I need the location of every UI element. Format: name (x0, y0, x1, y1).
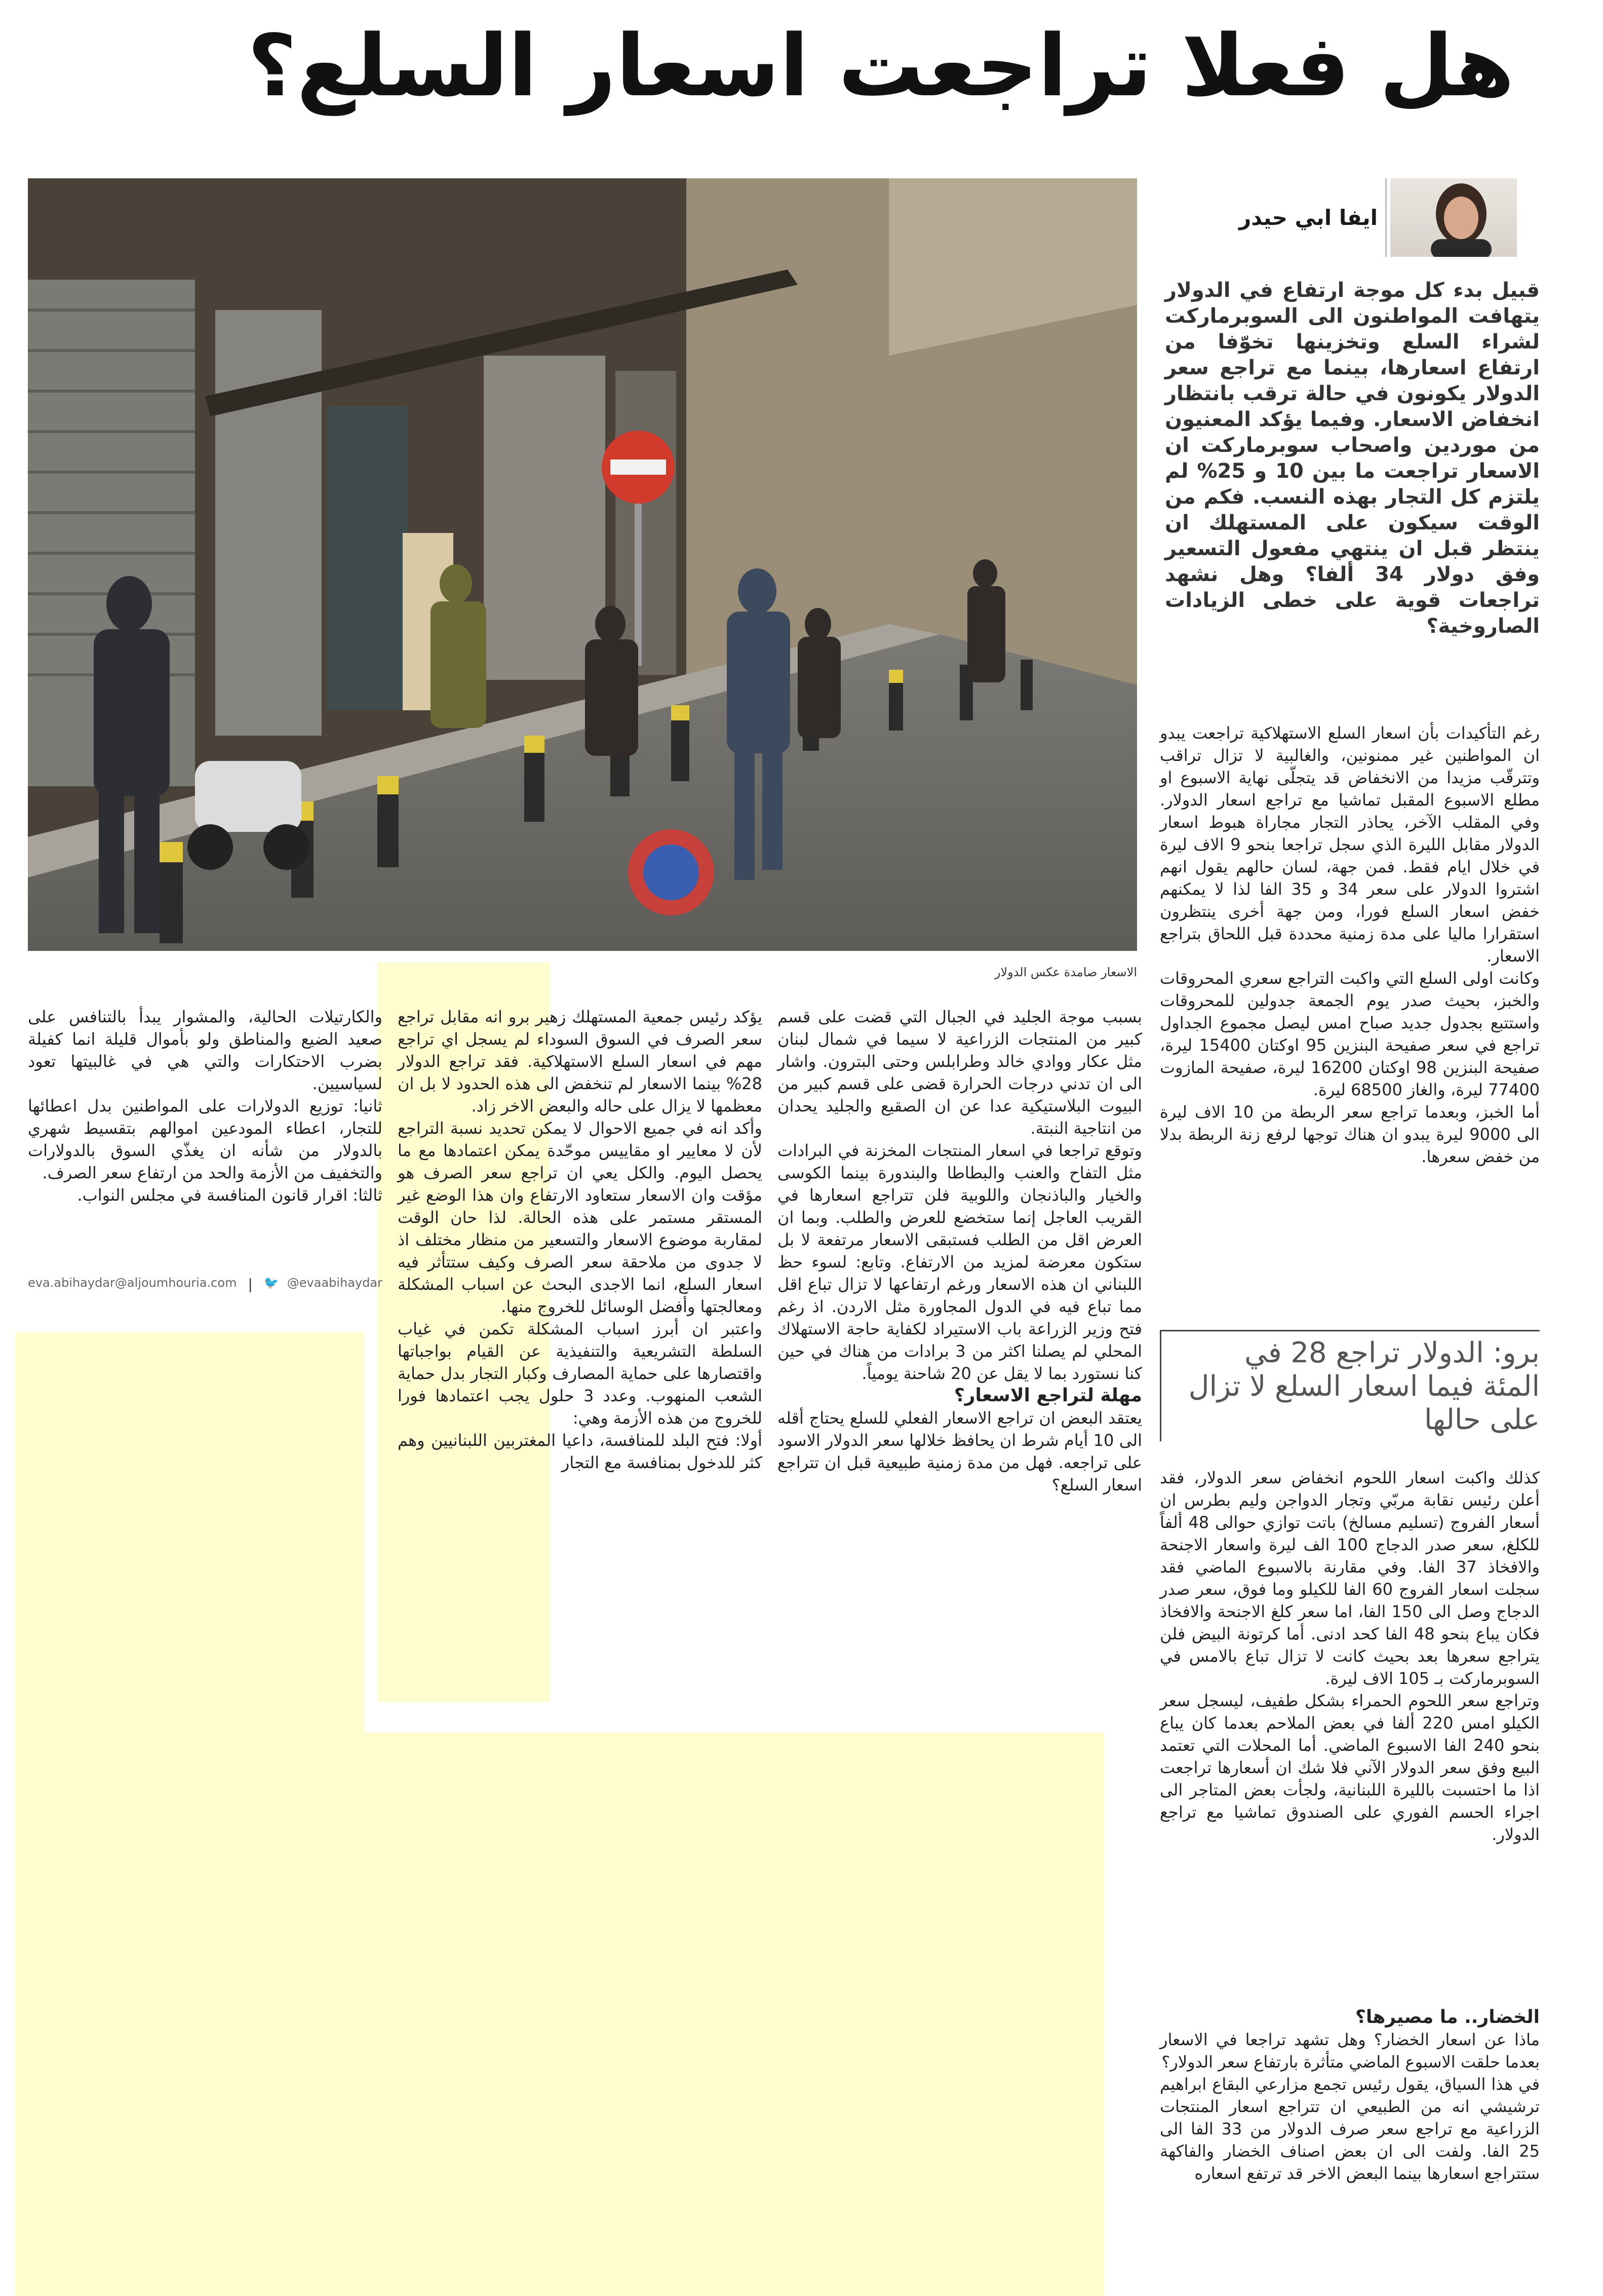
paragraph: في هذا السياق، يقول رئيس تجمع مزارعي البقاع ابراهيم ترشيشي انه من الطبيعي ان تتراجع اسعار المنتجات الزراعية مع تراجع سعر صرف الدولار من 33 الفا الى 25 الفا. ولفت الى ان بعض اصناف الخضار والفاكهة ستتراجع اسعارها بينما البعض الاخر قد ترتفع اسعاره (1160, 2075, 1540, 2183)
photo-caption: الاسعار صامدة عكس الدولار (994, 965, 1137, 979)
paragraph: ماذا عن اسعار الخضار؟ وهل تشهد تراجعا في الاسعار بعدما حلقت الاسبوع الماضي متأثرة بارتفاع سعر الدولار؟ (1160, 2030, 1540, 2072)
paragraph: كذلك واكبت اسعار اللحوم انخفاض سعر الدولار، فقد أعلن رئيس نقابة مربّي وتجار الدواجن وليم بطرس ان أسعار الفروج (تسليم مسالخ) باتت توازي حوالى 48 ألفاً للكلغ، سعر صدر الدجاج 100 الف ليرة واسعار الاجنحة والافخاذ 37 الفا. وفي مقارنة بالاسبوع الماضي فقد سجلت اسعار الفروج 60 الفا للكيلو وما فوق، سعر صدر الدجاج وصل الى 150 الفا، اما سعر كلغ الاجنحة والافخاذ فكان يباع بنحو 48 الفا كحد ادنى. أما كرتونة البيض فلن يتراجع سعرها بعد بحيث كانت لا تزال تباع بالامس في السوبرماركت بـ 105 الاف ليرة. (1160, 1468, 1540, 1688)
article-lead (1165, 278, 1540, 678)
paragraph: يؤكد رئيس جمعية المستهلك زهير برو انه مقابل تراجع سعر الصرف في السوق السوداء لم يسجل اي تراجع مهم في اسعار السلع الاستهلاكية. فقد تراجع الدولار 28% بينما الاسعار لم تنخفض الى هذه الحدود لا بل ان معظمها لا يزال على حاله والبعض الاخر زاد. (398, 1007, 762, 1116)
paragraph: وكانت اولى السلع التي واكبت التراجع سعري المحروقات والخبز، بحيث صدر يوم الجمعة جدولين للمحروقات واستتبع بجدول جديد صباح امس ليصل مجموع الجداول تراجع في سعر صفيحة البنزين 95 اوكتان 15400 ليرة، صفيحة البنزين 98 اوكتان 16200 ليرة، صفيحة المازوت 77400 ليرة، والغاز 68500 ليرة. (1160, 969, 1540, 1099)
paragraph: ثالثا: اقرار قانون المنافسة في مجلس النواب. (77, 1185, 382, 1205)
lead-paragraph: قبيل بدء كل موجة ارتفاع في الدولار يتهافت المواطنون الى السوبرماركت لشراء السلع وتخزينها تخوّفا من ارتفاع اسعارها، بينما مع تراجع سعر الدولار يكونون في حالة ترقب بانتظار انخفاض الاسعار. وفيما يؤكد المعنيون من موردين واصحاب سوبرماركت ان الاسعار تراجعت ما بين 10 و 25% لم يلتزم كل التجار بهذه النسب. فكم من الوقت سيكون على المستهلك ان ينتظر قبل ان ينتهي مفعول التسعير وفق دولار 34 ألفا؟ وهل نشهد تراجعات قوية على خطى الزيادات الصاروخية؟ (1165, 279, 1540, 638)
author-avatar (1390, 178, 1517, 257)
paragraph: أولا: فتح البلد للمنافسة، داعيا المغتربين اللبنانيين وهم كثر للدخول بمنافسة مع التجار (398, 1431, 762, 1472)
paragraph: أما الخبز، وبعدما تراجع سعر الربطة من 10 الاف ليرة الى 9000 ليرة يبدو ان هناك توجها لرفع زنة الربطة بدلا من خفض سعرها. (1160, 1102, 1540, 1166)
subheading: مهلة لتراجع الاسعار؟ (954, 1385, 1142, 1406)
pull-quote: برو: الدولار تراجع 28 في المئة فيما اسعار السلع لا تزال على حالها (1160, 1330, 1540, 1441)
highlight-box-b (15, 1332, 365, 2296)
paragraph: بسبب موجة الجليد في الجبال التي قضت على قسم كبير من المنتجات الزراعية لا سيما في شمال لبنان مثل عكار ووادي خالد وطرابلس وحتى البترون. واشار الى ان تدني درجات الحرارة قضى على قسم كبير من البيوت البلاستيكية عدا عن ان الصقيع والجليد يحدان من انتاجية النبتة. (777, 1007, 1142, 1138)
twitter-icon: 🐦 (263, 1276, 279, 1290)
paragraph: وتراجع سعر اللحوم الحمراء بشكل طفيف، ليسجل سعر الكيلو امس 220 ألفا في بعض الملاحم بعدما كان يباع بنحو 240 الفا الاسبوع الماضي. أما المحلات التي تعتمد البيع وفق سعر الدولار الآني فلا شك ان أسعارها تراجعت اذا ما احتسبت بالليرة اللبنانية، ولجأت بعض المتاجر الى اجراء الحسم الفوري على الصندوق تماشيا مع تراجع الدولار. (1160, 1691, 1540, 1844)
street-photo (28, 178, 1137, 951)
author-name: ايفا ابي حيدر (1239, 205, 1378, 230)
paragraph: واعتبر ان أبرز اسباب المشكلة تكمن في غياب السلطة التشريعية والتنفيذية عن القيام بواجباتها واقتصارها على حماية المصارف وكبار التجار بدل حماية الشعب المنهوب. وعدد 3 حلول يجب اعتمادها فورا للخروج من هذه الأزمة وهي: (398, 1319, 763, 1428)
paragraph: ثانيا: توزيع الدولارات على المواطنين بدل اعطائها للتجار، اعطاء المودعين اموالهم بتقسيط شهري بالدولار من شأنه ان يغذّي السوق بالدولارات والتخفيف من الأزمة والحد من ارتفاع سعر الصرف. (28, 1096, 382, 1182)
column-1 (1160, 722, 1540, 1330)
paragraph: رغم التأكيدات بأن اسعار السلع الاستهلاكية تراجعت يبدو ان المواطنين غير ممنونين، والغالبية لا تزال تراقب وتترقّب مزيدا من الانخفاض قد يتجلّى نهاية الاسبوع او مطلع الاسبوع المقبل تماشيا مع تراجع اسعار الدولار. وفي المقلب الآخر، يحاذر التجار مجاراة هبوط اسعار الدولار مقابل الليرة الذي سجل تراجعا بنحو 9 الاف ليرة في خلال ايام فقط. فمن جهة، لسان حالهم يقول انهم اشتروا الدولار على سعر 34 و 35 الفا لذا لا يمكنهم خفض اسعار السلع فورا، ومن جهة أخرى ينتظرون استقرارا ماليا على مدة زمنية محددة قبل اللحاق بتراجع الاسعار. (1160, 723, 1540, 966)
headline: هل فعلا تراجعت اسعار السلع؟ (247, 16, 1514, 116)
author-handle[interactable]: @evaabihaydar (287, 1276, 382, 1290)
subheading: الخضار.. ما مصيرها؟ (1355, 2007, 1540, 2027)
column-1-continued (1160, 1467, 1540, 1983)
author-email[interactable]: eva.abihaydar@aljoumhouria.com (28, 1276, 237, 1290)
author-divider (1385, 178, 1387, 257)
separator: | (248, 1276, 253, 1292)
column-4 (28, 1006, 382, 1310)
highlight-box-c (365, 1733, 1104, 2296)
column-1-vegetables (1160, 2006, 1540, 2295)
paragraph: والكارتيلات الحالية، والمشوار يبدأ بالتنافس على صعيد الضيع والمناطق ولو بأموال قليلة انما كفيلة بضرب الاحتكارات والتي هي في غالبيتها تعود لسياسيين. (28, 1007, 382, 1093)
column-2 (777, 1006, 1142, 1705)
paragraph: يعتقد البعض ان تراجع الاسعار الفعلي للسلع يحتاج أقله الى 10 أيام شرط ان يحافظ خلالها سعر الدولار الاسود على تراجعه. فهل من مدة زمنية طبيعية قبل ان تتراجع اسعار السلع؟ (777, 1408, 1142, 1495)
paragraph: وأكد انه في جميع الاحوال لا يمكن تحديد نسبة التراجع لأن لا معايير او مقاييس موحّدة يمكن اعتمادها مع ما يحصل اليوم. والكل يعي ان تراجع سعر الصرف هو مؤقت وان الاسعار ستعاود الارتفاع وان هذا الوضع غير المستقر مستمر على هذه الحالة. لذا حان الوقت لمقاربة موضوع الاسعار والتسعير من منظار مختلف اذ لا جدوى من ملاحقة سعر الصرف وكيف ستتأثر فيه اسعار السلع، انما الاجدى البحث عن اسباب المشكلة ومعالجتها وأفضل الوسائل للخروج منها. (398, 1119, 762, 1316)
author-contact (28, 1276, 382, 1296)
paragraph: وتوقع تراجعا في اسعار المنتجات المخزنة في البرادات مثل التفاح والعنب والبطاطا والبندورة بينما الكوسى والخيار والباذنجان واللوبية فلن تتراجع اسعارها في القريب العاجل إنما ستخضع للعرض والطلب. وبما ان العرض اقل من الطلب فستبقى الاسعار مرتفعة لا بل ستكون معرضة لمزيد من الارتفاع. وتابع: لسوء حظ اللبناني ان هذه الاسعار ورغم ارتفاعها لا تزال تباع اقل مما تباع فيه في الدول المجاورة مثل الاردن. اذ رغم فتح وزير الزراعة باب الاستيراد لكفاية حاجة الاستهلاك المحلي لم يصلنا اكثر من 3 برادات من هناك في حين كنا نستورد بما لا يقل عن 20 شاحنة يومياً. (777, 1141, 1143, 1383)
column-3 (398, 1006, 762, 1654)
